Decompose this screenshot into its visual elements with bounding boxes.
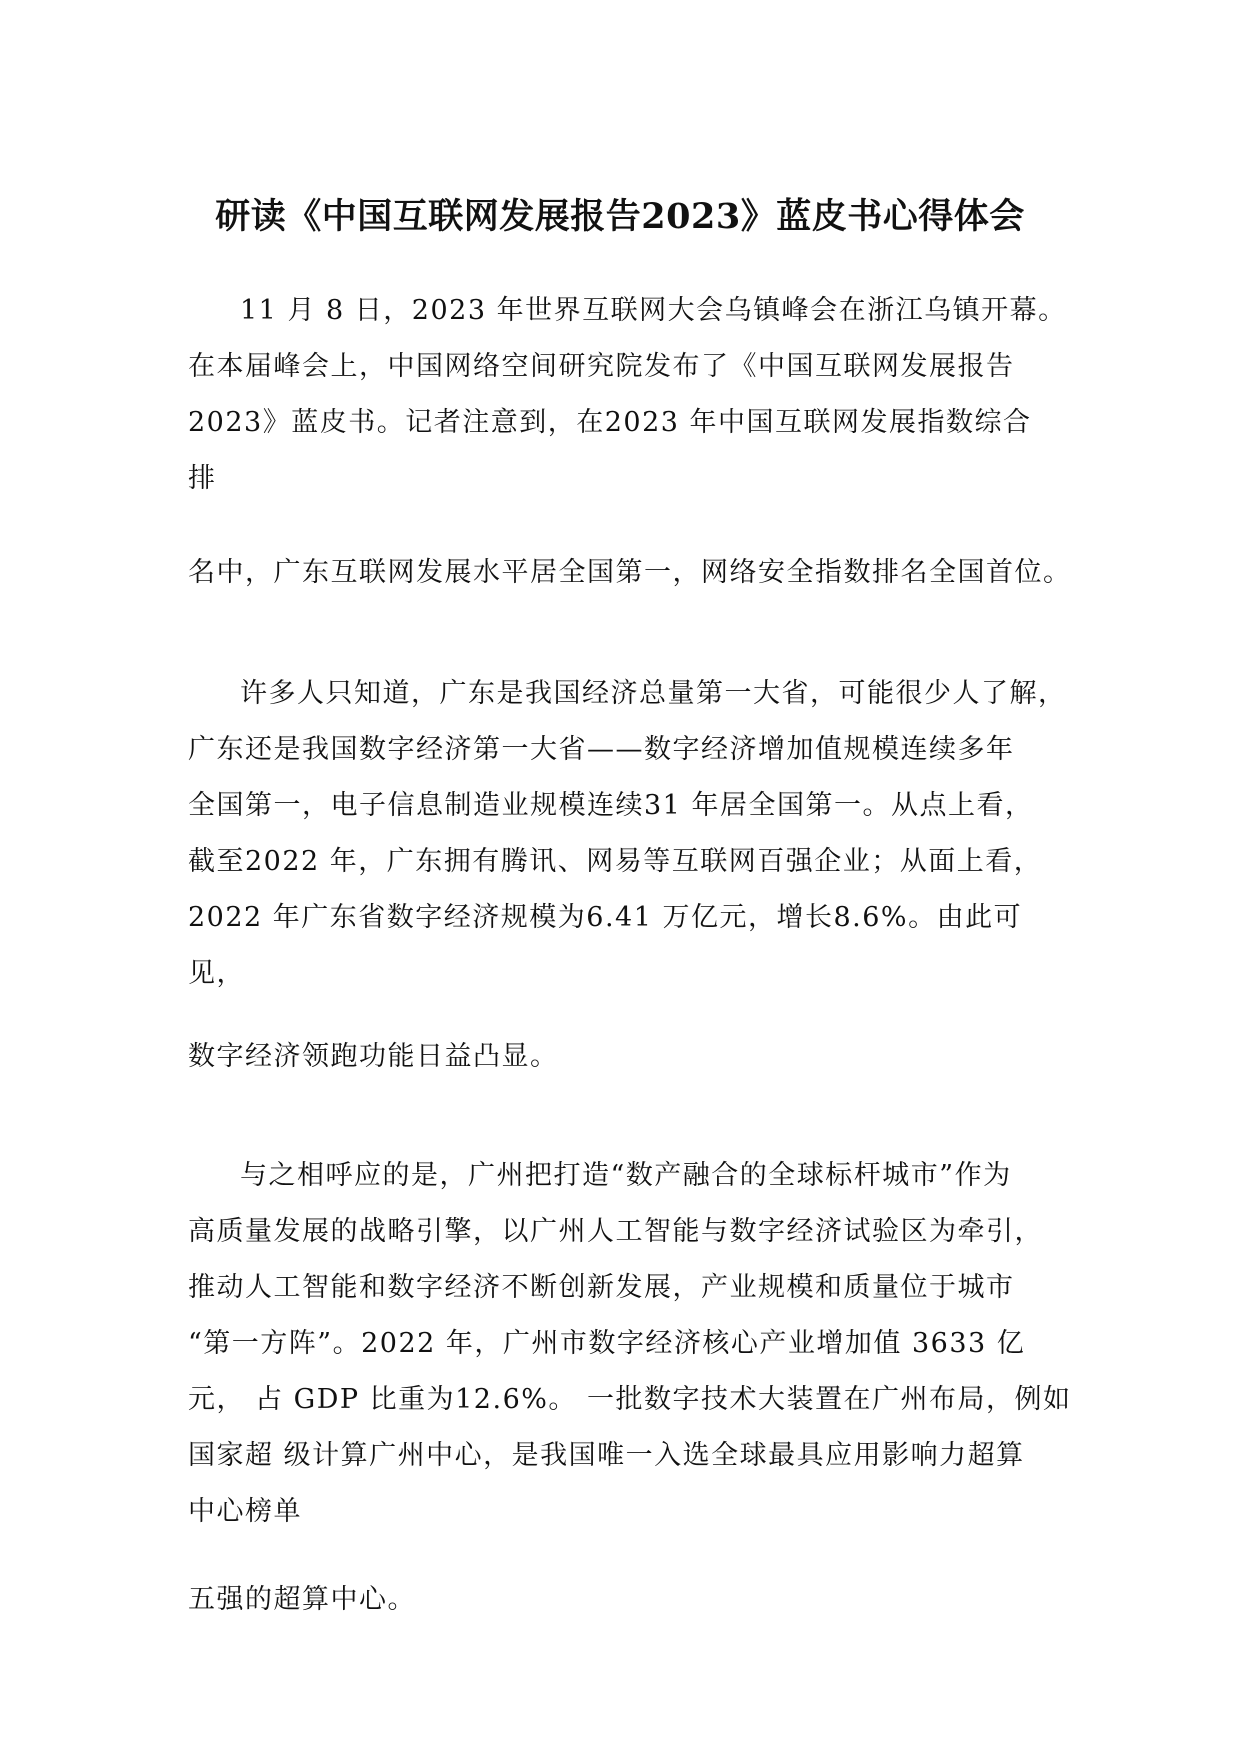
body-line-7: 广东还是我国数字经济第一大省——数字经济增加值规模连续多年 bbox=[188, 734, 1015, 765]
body-line-13: 与之相呼应的是，广州把打造“数产融合的全球标杆城市”作为 bbox=[240, 1160, 1012, 1191]
body-line-16: “第一方阵”。2022 年，广州市数字经济核心产业增加值 3633 亿 bbox=[188, 1328, 1026, 1359]
body-line-12: 数字经济领跑功能日益凸显。 bbox=[188, 1041, 559, 1072]
body-line-2: 在本届峰会上，中国网络空间研究院发布了《中国互联网发展报告 bbox=[188, 351, 1015, 382]
body-line-10: 2022 年广东省数字经济规模为6.41 万亿元，增长8.6%。由此可 bbox=[188, 902, 1023, 933]
document-title: 研读《中国互联网发展报告2023》蓝皮书心得体会 bbox=[215, 196, 1025, 237]
body-line-20: 五强的超算中心。 bbox=[188, 1584, 416, 1615]
body-line-14: 高质量发展的战略引擎，以广州人工智能与数字经济试验区为牵引， bbox=[188, 1216, 1043, 1247]
body-line-4: 排 bbox=[188, 463, 217, 494]
body-line-1: 11 月 8 日，2023 年世界互联网大会乌镇峰会在浙江乌镇开幕。 bbox=[240, 295, 1067, 326]
body-line-9: 截至2022 年，广东拥有腾讯、网易等互联网百强企业；从面上看， bbox=[188, 846, 1043, 877]
body-line-15: 推动人工智能和数字经济不断创新发展，产业规模和质量位于城市 bbox=[188, 1272, 1015, 1303]
body-line-18: 国家超 级计算广州中心，是我国唯一入选全球最具应用影响力超算 bbox=[188, 1440, 1025, 1471]
body-line-3: 2023》蓝皮书。记者注意到，在2023 年中国互联网发展指数综合 bbox=[188, 407, 1032, 438]
body-line-5: 名中，广东互联网发展水平居全国第一，网络安全指数排名全国首位。 bbox=[188, 557, 1072, 588]
body-line-6: 许多人只知道，广东是我国经济总量第一大省，可能很少人了解， bbox=[240, 678, 1067, 709]
body-line-8: 全国第一，电子信息制造业规模连续31 年居全国第一。从点上看， bbox=[188, 790, 1034, 821]
body-line-19: 中心榜单 bbox=[188, 1496, 302, 1527]
body-line-11: 见， bbox=[188, 958, 245, 989]
body-line-17: 元， 占 GDP 比重为12.6%。 一批数字技术大装置在广州布局，例如 bbox=[188, 1384, 1072, 1415]
